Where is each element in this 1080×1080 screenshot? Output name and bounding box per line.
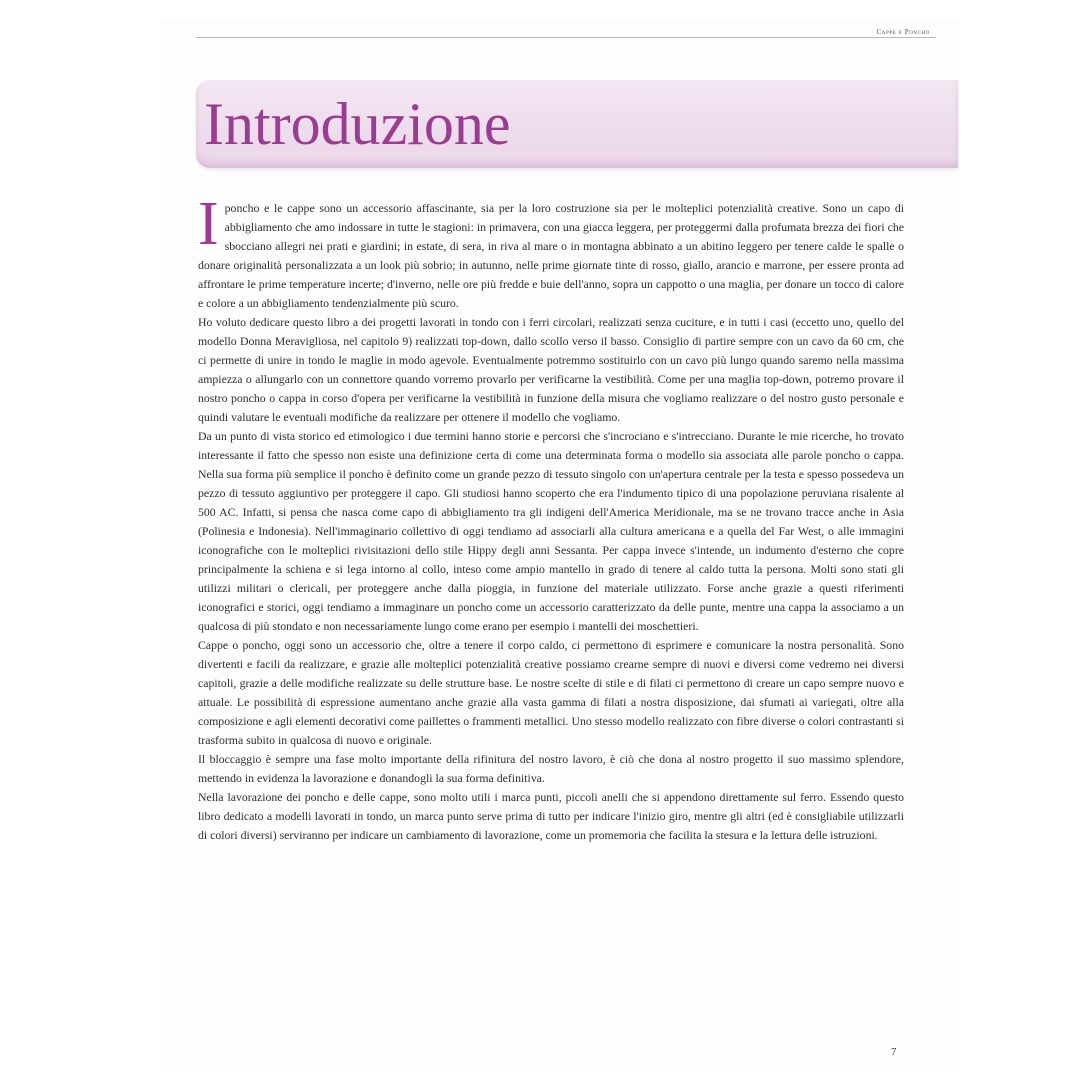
paragraph-1-text: poncho e le cappe sono un accessorio affascinante, sia per la loro costruzione sia per le molteplici potenzialità creative. Sono un capo di abbigliamento che amo indossare in tutte le stagioni: in primavera, con una giacca leggera, per proteggermi dalla profumata brezza dei fiori che sbocciano allegri nei prati e giardini; in estate, di sera, in riva al mare o in montagna abbinato a un abitino leggero per tenere calde le spalle o donare originalità personalizzata a un look più sobrio; in autunno, nelle prime giornate tinte di rosso, giallo, arancio e marrone, per essere pronta ad affrontare le prime temperature incerte; d'inverno, nelle ore più fredde e buie dell'anno, sopra un cappotto o una maglia, per donare un tocco di calore e colore a un abbigliamento tendenzialmente più scuro. — [198, 201, 904, 310]
paragraph-1 — [198, 190, 904, 313]
page-number: 7 — [891, 1046, 897, 1058]
body-text — [198, 190, 904, 845]
header-rule — [196, 37, 936, 38]
chapter-title: Introduzione — [204, 91, 511, 157]
paragraph-5: Il bloccaggio è sempre una fase molto importante della rifinitura del nostro lavoro, è ciò che dona al nostro progetto il suo massimo splendore, mettendo in evidenza la lavorazione e donandogli la sua forma definitiva. — [198, 752, 904, 785]
running-head: Cappe e Poncho — [876, 28, 930, 36]
paragraph-3: Da un punto di vista storico ed etimologico i due termini hanno storie e percorsi che s'incrociano e s'intrecciano. Durante le mie ricerche, ho trovato interessante il fatto che spesso non esiste una definizione certa di come una determinata forma o modello sia associata alle parole poncho o cappa. Nella sua forma più semplice il poncho è definito come un grande pezzo di tessuto singolo con un'apertura centrale per la testa e spesso possedeva un pezzo di tessuto aggiuntivo per proteggere il capo. Gli studiosi hanno scoperto che era l'indumento tipico di una popolazione peruviana risalente al 500 AC. Infatti, si pensa che nasca come capo di abbigliamento tra gli indigeni dell'America Meridionale, ma se ne trovano tracce anche in Asia (Polinesia e Indonesia). Nell'immaginario collettivo di oggi tendiamo ad associarli alla cultura americana e a quella del Far West, o alle immagini iconografiche con le molteplici rivisitazioni dello stile Hippy degli anni Sessanta. Per cappa invece s'intende, un indumento d'esterno che copre principalmente la schiena e si lega intorno al collo, inteso come ampio mantello in grado di tenere al caldo tutta la persona. Molti sono stati gli utilizzi militari o clericali, per proteggere anche dalla pioggia, in funzione del materiale utilizzato. Forse anche grazie a questi riferimenti iconografici e storici, oggi tendiamo a immaginare un poncho come un accessorio caratterizzato da delle punte, mentre una cappa la associamo a un qualcosa di più stondato e non necessariamente lungo come erano per esempio i mantelli dei moschettieri. — [198, 429, 904, 633]
paragraph-2: Ho voluto dedicare questo libro a dei progetti lavorati in tondo con i ferri circolari, realizzati senza cuciture, e in tutti i casi (eccetto uno, quello del modello Donna Meravigliosa, nel capitolo 9) realizzati top-down, dallo scollo verso il basso. Consiglio di partire sempre con un cavo da 60 cm, che ci permette di unire in tondo le maglie in modo agevole. Eventualmente potremmo sostituirlo con un cavo più lungo quando saremo nella massima ampiezza o allungarlo con un connettore quando vorremo provarlo per verificarne la vestibilità. Come per una maglia top-down, potremo provare il nostro poncho o cappa in corso d'opera per verificarne la vestibilità in funzione della misura che vogliamo realizzare o del nostro gusto personale e quindi valutare le eventuali modifiche da realizzare per ottenere il modello che vogliamo. — [198, 315, 904, 424]
dropcap: I — [198, 190, 219, 258]
paragraph-4: Cappe o poncho, oggi sono un accessorio che, oltre a tenere il corpo caldo, ci permettono di esprimere e comunicare la nostra personalità. Sono divertenti e facili da realizzare, e grazie alle molteplici potenzialità creative possiamo crearne sempre di nuovi e diversi come vedremo nei diversi capitoli, grazie a delle modifiche realizzate su delle strutture base. Le nostre scelte di stile e di filati ci permettono di creare un capo sempre nuovo e attuale. Le possibilità di espressione aumentano anche grazie alla vasta gamma di filati a nostra disposizione, dai sfumati ai variegati, oltre alla composizione e agli elementi decorativi come paillettes o frammenti metallici. Uno stesso modello realizzato con fibre diverse o colori contrastanti si trasforma subito in qualcosa di nuovo e originale. — [198, 638, 904, 747]
paragraph-6: Nella lavorazione dei poncho e delle cappe, sono molto utili i marca punti, piccoli anelli che si appendono direttamente sul ferro. Essendo questo libro dedicato a modelli lavorati in tondo, un marca punto serve prima di tutto per indicare l'inizio giro, mentre gli altri (ed è consigliabile utilizzarli di colori diversi) serviranno per indicare un cambiamento di lavorazione, come un promemoria che facilita la stesura e la lettura delle istruzioni. — [198, 790, 904, 842]
